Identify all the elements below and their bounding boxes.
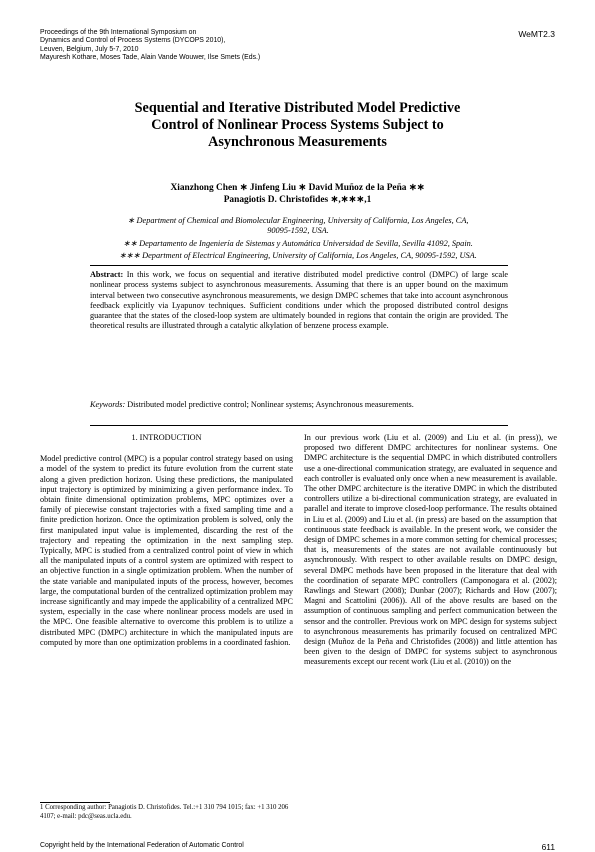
abstract-label: Abstract: [90,270,124,279]
page-number: 611 [541,842,555,852]
copyright-footer: Copyright held by the International Federation of Automatic Control [40,842,244,849]
author-line: Panagiotis D. Christofides ∗,∗∗∗,1 [223,194,372,205]
keywords [90,400,508,410]
section-heading: 1. INTRODUCTION [131,433,202,442]
footnote-rule [40,802,110,803]
affiliation: ∗∗ Departamento de Ingeniería de Sistemas y Automática Universidad de Sevilla, Sevilla 41092, Spain. [123,238,473,248]
paper-title: Sequential and Iterative Distributed Model Predictive Control of Nonlinear Process Systems Subject to Asynchronous Measurements [134,100,461,151]
abstract [90,270,508,332]
header-line: Dynamics and Control of Process Systems (DYCOPS 2010), [40,37,226,45]
header-line: Proceedings of the 9th International Symposium on [40,29,197,36]
right-column [304,433,557,668]
keywords-label: Keywords: [90,400,126,409]
proceedings-header [40,29,260,62]
footnote: 1 Corresponding author: Panagiotis D. Christofides. Tel.:+1 310 794 1015; fax: +1 310 206 4107; e-mail: pdc@seas.ucla.edu. [40,804,289,820]
affiliations [118,216,478,264]
session-code: WeMT2.3 [518,29,555,39]
abstract-bottom-rule [90,425,508,426]
intro-paragraph-continued: In our previous work (Liu et al. (2009) and Liu et al. (in press)), we proposed two different DMPC architectures for nonlinear systems. One DMPC architecture is the sequential DMPC in which distributed controllers use a one-directional communication strategy, are evaluated in sequence and each controller is evaluated only once when a new measurement is available. The other DMPC architecture is the iterative DMPC in which the distributed controllers utilize a bi-directional communication strategy, are evaluated in parallel and iterate to improve closed-loop performance. The results obtained in Liu et al. (2009) and Liu et al. (in press) are based on the assumption that continuous state feedback is available. In the present work, we consider the design of DMPC schemes in a more common setting for chemical processes; that is, measurements of the states are not available continuously but asynchronously. With respect to other available results on DMPC design, several DMPC methods have been proposed in the literature that deal with the coordination of separate MPC controllers (Camponogara et al. (2002); Rawlings and Stewart (2008); Dunbar (2007); Richards and How (2007); Magni and Scattolini (2006)). All of the above results are based on the assumption of continuous sampling and perfect communication between the sensor and the controller. Previous work on MPC design for systems subject to asynchronous measurements has primarily focused on centralized MPC design (Muñoz de la Peña and Christofides (2008)) and little attention has been given to the design of DMPC for systems subject to asynchronous measurements except our recent work (Liu et al. (2010)) on the [304,433,557,667]
abstract-top-rule [90,265,508,266]
keywords-text: Distributed model predictive control; Nonlinear systems; Asynchronous measurements. [127,400,414,409]
author-line: Xianzhong Chen ∗ Jinfeng Liu ∗ David Muñoz de la Peña ∗∗ [170,183,425,193]
abstract-text: In this work, we focus on sequential and iterative distributed model predictive control (DMPC) of large scale nonlinear process systems subject to asynchronous measurements. Assuming that there is an upper bound on the maximum interval between two consecutive asynchronous measurements, we design DMPC schemes that take into account asynchronous feedback explicitly via Lyapunov techniques. Sufficient conditions under which the proposed distributed control designs guarantee that the states of the closed-loop system are ultimately bounded in regions that contain the origin are provided. The theoretical results are illustrated through a catalytic alkylation of benzene process example. [90,270,508,331]
author-list [80,183,515,206]
left-column [40,433,293,648]
header-line: Leuven, Belgium, July 5-7, 2010 [40,45,139,53]
affiliation: ∗∗∗ Department of Electrical Engineering, University of California, Los Angeles, CA, 90095-1592, USA. [119,251,477,261]
header-line: Mayuresh Kothare, Moses Tade, Alain Vande Wouwer, Ilse Smets (Eds.) [40,53,261,61]
intro-paragraph: Model predictive control (MPC) is a popular control strategy based on using a model of the system to predict its future evolution from the current state along a given prediction horizon. Using these predictions, the manipulated input trajectory is optimized by minimizing a given performance index. To obtain finite dimensional optimization problems, MPC optimizes over a family of piecewise constant trajectories with a fixed sampling time and a finite prediction horizon. Once the optimization problem is solved, only the first manipulated input value is implemented, discarding the rest of the trajectory and repeating the optimization in the next sampling step. Typically, MPC is studied from a centralized control point of view in which all the manipulated inputs of a control system are optimized with respect to an objective function in a single optimization problem. When the number of the state variable and manipulated inputs of the process, however, becomes large, the computational burden of the centralized optimization problem may increase significantly and may impede the applicability of a centralized MPC system, especially in the case where nonlinear process models are used in the MPC. One feasible alternative to overcome this problem is to utilize a distributed MPC (DMPC) architecture in which the manipulated inputs are computed by more than one optimization problems in a coordinated fashion. [40,454,293,647]
affiliation: ∗ Department of Chemical and Biomolecular Engineering, University of California, Los Angeles, CA, 90095-1592, USA. [127,216,469,236]
